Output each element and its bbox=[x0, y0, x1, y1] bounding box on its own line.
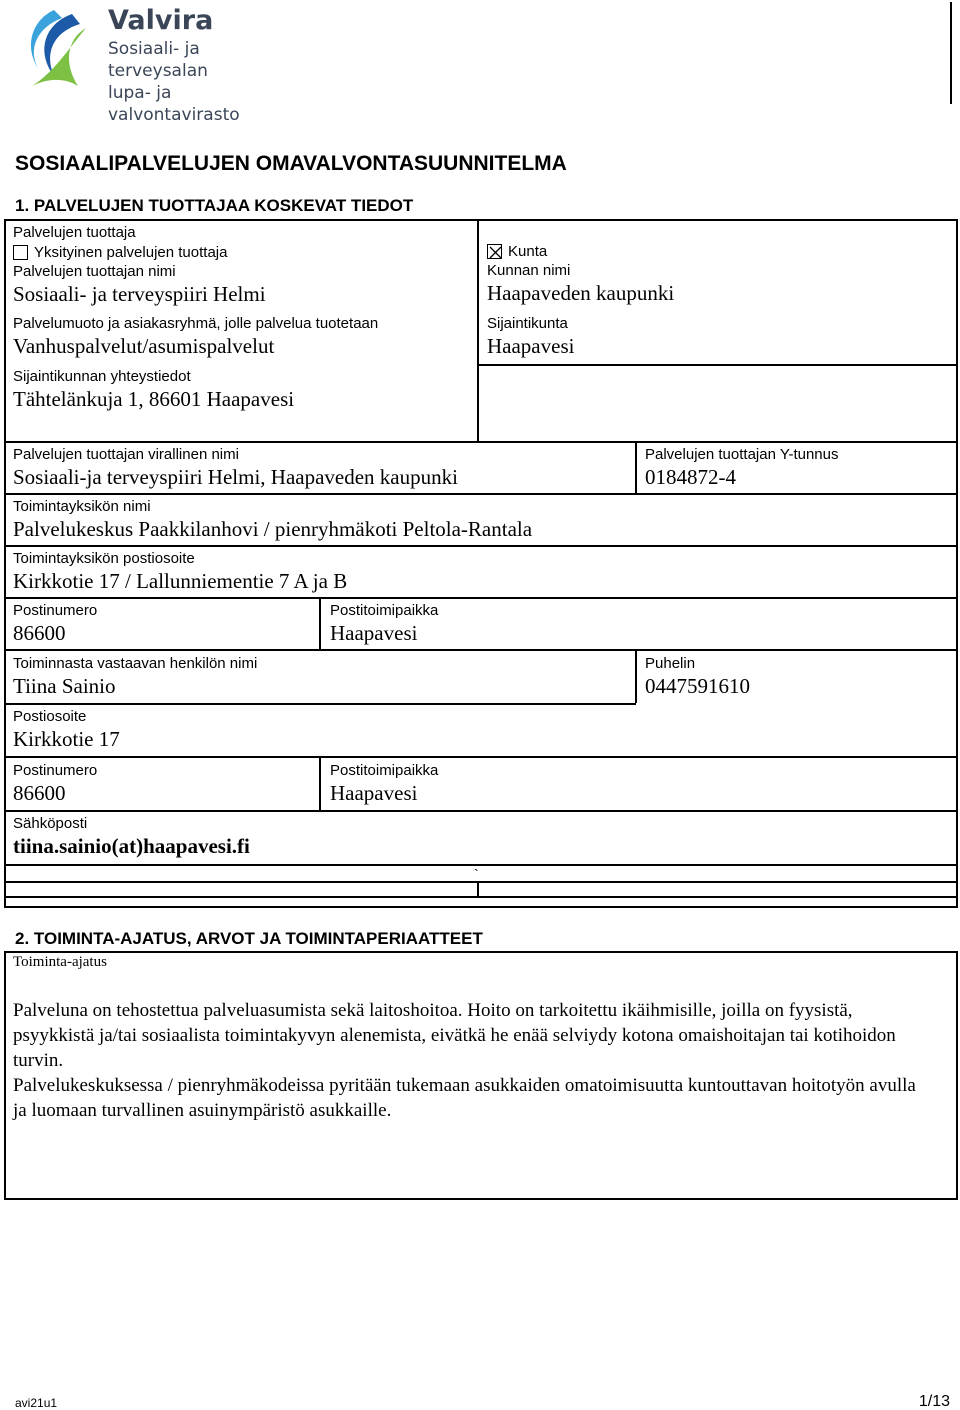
municipality-name-value: Haapaveden kaupunki bbox=[487, 281, 675, 305]
divider bbox=[635, 650, 637, 703]
divider bbox=[477, 220, 479, 442]
private-provider-label: Yksityinen palvelujen tuottaja bbox=[34, 244, 228, 261]
business-id-label: Palvelujen tuottajan Y-tunnus bbox=[645, 446, 839, 463]
divider bbox=[5, 441, 957, 443]
logo-brand-name: Valvira bbox=[108, 5, 214, 36]
municipality-checkbox[interactable] bbox=[487, 244, 502, 259]
form-code: avi21u1 bbox=[15, 1396, 58, 1410]
private-provider-checkbox[interactable] bbox=[13, 245, 28, 260]
divider bbox=[5, 545, 957, 547]
postcode-value: 86600 bbox=[13, 621, 66, 645]
page-number: 1/13 bbox=[918, 1393, 950, 1410]
checked-x-icon bbox=[488, 245, 503, 260]
municipality-name-label: Kunnan nimi bbox=[487, 262, 571, 279]
post-office2-value: Haapavesi bbox=[330, 781, 418, 805]
section2-title: 2. TOIMINTA-AJATUS, ARVOT JA TOIMINTAPERIAATTEET bbox=[15, 929, 483, 948]
logo-subtitle-line2: lupa- ja valvontavirasto bbox=[108, 83, 240, 125]
unit-name-label: Toimintayksikön nimi bbox=[13, 498, 151, 515]
service-form-value: Vanhuspalvelut/asumispalvelut bbox=[13, 334, 275, 358]
responsible-label: Toiminnasta vastaavan henkilön nimi bbox=[13, 655, 258, 672]
document-title: SOSIAALIPALVELUJEN OMAVALVONTASUUNNITELMA bbox=[15, 152, 567, 175]
logo-subtitle-line1: Sosiaali- ja terveysalan bbox=[108, 39, 208, 81]
home-contact-value: Tähtelänkuja 1, 86601 Haapavesi bbox=[13, 387, 295, 411]
postal-address-value: Kirkkotie 17 bbox=[13, 727, 120, 751]
idea-label: Toiminta-ajatus bbox=[13, 954, 107, 970]
postcode2-value: 86600 bbox=[13, 781, 66, 805]
provider-name-value: Sosiaali- ja terveyspiiri Helmi bbox=[13, 282, 266, 306]
home-contact-label: Sijaintikunnan yhteystiedot bbox=[13, 368, 191, 385]
business-id-value: 0184872-4 bbox=[645, 465, 736, 489]
unit-name-value: Palvelukeskus Paakkilanhovi / pienryhmäkoti Peltola-Rantala bbox=[13, 517, 533, 541]
divider bbox=[5, 864, 957, 866]
divider bbox=[5, 703, 636, 705]
municipality-label: Kunta bbox=[508, 243, 548, 260]
post-office2-label: Postitoimipaikka bbox=[330, 762, 439, 779]
email-label: Sähköposti bbox=[13, 815, 88, 832]
idea-text bbox=[13, 998, 933, 1123]
idea-paragraph-1: Palveluna on tehostettua palveluasumista sekä laitoshoitoa. Hoito on tarkoitettu ikäihmisille, joilla on fyysistä, psyykkistä ja/tai sosiaalista toimintakyvyn alenemista, eivätkä he enää selviydy kotona omaishoitajan tai kotihoidon turvin. bbox=[13, 1000, 896, 1071]
service-form-label: Palvelumuoto ja asiakasryhmä, jolle palvelua tuotetaan bbox=[13, 315, 379, 332]
home-municipality-value: Haapavesi bbox=[487, 334, 575, 358]
email-value: tiina.sainio(at)haapavesi.fi bbox=[13, 834, 250, 858]
section1-title: 1. PALVELUJEN TUOTTAJAA KOSKEVAT TIEDOT bbox=[15, 196, 414, 215]
divider bbox=[5, 896, 957, 898]
header-rule bbox=[950, 2, 952, 104]
responsible-value: Tiina Sainio bbox=[13, 674, 116, 698]
post-office-value: Haapavesi bbox=[330, 621, 418, 645]
divider bbox=[5, 810, 957, 812]
valvira-logo bbox=[14, 4, 294, 125]
divider bbox=[5, 493, 957, 495]
divider bbox=[319, 598, 321, 650]
divider bbox=[635, 442, 637, 494]
divider bbox=[477, 364, 957, 366]
stray-mark: ` bbox=[474, 866, 479, 882]
official-name-value: Sosiaali-ja terveyspiiri Helmi, Haapaveden kaupunki bbox=[13, 465, 458, 489]
phone-label: Puhelin bbox=[645, 655, 696, 672]
idea-paragraph-2: Palvelukeskuksessa / pienryhmäkodeissa pyritään tukemaan asukkaiden omatoimisuutta kuntouttavan hoitotyön avulla ja luomaan turvallinen asuinympäristö asukkaille. bbox=[13, 1075, 916, 1121]
divider bbox=[5, 881, 957, 883]
divider bbox=[5, 649, 957, 651]
valvira-swoosh-icon bbox=[14, 6, 98, 90]
unit-address-label: Toimintayksikön postiosoite bbox=[13, 550, 195, 567]
postcode-label: Postinumero bbox=[13, 602, 98, 619]
unit-address-value: Kirkkotie 17 / Lallunniementie 7 A ja B bbox=[13, 569, 348, 593]
divider bbox=[5, 756, 957, 758]
official-name-label: Palvelujen tuottajan virallinen nimi bbox=[13, 446, 239, 463]
phone-value: 0447591610 bbox=[645, 674, 750, 698]
divider bbox=[5, 597, 957, 599]
home-municipality-label: Sijaintikunta bbox=[487, 315, 568, 332]
postcode2-label: Postinumero bbox=[13, 762, 98, 779]
divider bbox=[319, 757, 321, 811]
provider-name-label: Palvelujen tuottajan nimi bbox=[13, 263, 176, 280]
provider-type-label: Palvelujen tuottaja bbox=[13, 224, 136, 241]
post-office-label: Postitoimipaikka bbox=[330, 602, 439, 619]
postal-address-label: Postiosoite bbox=[13, 708, 87, 725]
